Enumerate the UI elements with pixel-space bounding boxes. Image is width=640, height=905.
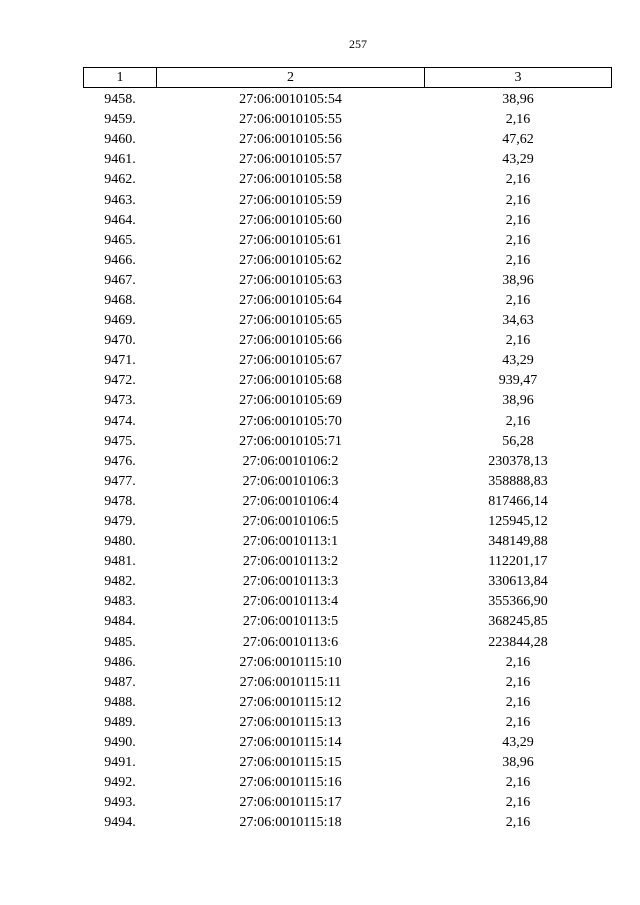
cadastral-number-cell: 27:06:0010113:5 (242, 614, 339, 630)
cadastral-number-cell: 27:06:0010113:2 (242, 554, 339, 570)
value-cell: 817466,14 (488, 493, 548, 509)
cadastral-number-cell: 27:06:0010105:67 (239, 353, 342, 369)
value-cell: 2,16 (505, 815, 531, 831)
table-row (84, 170, 612, 190)
table-row (84, 452, 612, 472)
table-row (84, 592, 612, 612)
table-row (84, 472, 612, 492)
value-cell: 230378,13 (488, 453, 548, 469)
table-row (84, 271, 612, 291)
table-row (84, 653, 612, 673)
value-cell: 125945,12 (488, 514, 548, 530)
value-cell: 38,96 (502, 92, 534, 108)
cadastral-number-cell: 27:06:0010115:16 (239, 775, 342, 791)
row-number-cell: 9459. (104, 112, 136, 128)
value-cell: 2,16 (505, 192, 531, 208)
cadastral-number-cell: 27:06:0010115:10 (239, 654, 342, 670)
table-row (84, 733, 612, 753)
value-cell: 43,29 (502, 353, 534, 369)
value-cell: 56,28 (502, 433, 534, 449)
table-row (84, 773, 612, 793)
cadastral-number-cell: 27:06:0010105:59 (239, 192, 342, 208)
value-cell: 2,16 (505, 172, 531, 188)
cadastral-number-cell: 27:06:0010105:57 (239, 152, 342, 168)
cadastral-number-cell: 27:06:0010113:4 (242, 594, 339, 610)
cadastral-number-cell: 27:06:0010115:13 (239, 714, 342, 730)
row-number-cell: 9489. (104, 714, 136, 730)
row-number-cell: 9481. (104, 554, 136, 570)
value-cell: 2,16 (505, 252, 531, 268)
value-cell: 2,16 (505, 775, 531, 791)
value-cell: 43,29 (502, 735, 534, 751)
value-cell: 348149,88 (488, 534, 548, 550)
table-row (84, 371, 612, 391)
table-header (84, 68, 612, 88)
value-cell: 223844,28 (488, 634, 548, 650)
value-cell: 2,16 (505, 674, 531, 690)
value-cell: 2,16 (505, 714, 531, 730)
row-number-cell: 9484. (104, 614, 136, 630)
row-number-cell: 9477. (104, 473, 136, 489)
value-cell: 330613,84 (488, 574, 548, 590)
cadastral-number-cell: 27:06:0010115:12 (239, 694, 342, 710)
table-row (84, 190, 612, 210)
row-number-cell: 9464. (104, 212, 136, 228)
table-row (84, 211, 612, 231)
row-number-cell: 9470. (104, 333, 136, 349)
cadastral-number-cell: 27:06:0010113:1 (242, 534, 339, 550)
table-row (84, 492, 612, 512)
table-body (84, 88, 612, 834)
cadastral-number-cell: 27:06:0010105:56 (239, 132, 342, 148)
value-cell: 112201,17 (488, 554, 548, 570)
table-row (84, 813, 612, 833)
table-row (84, 612, 612, 632)
row-number-cell: 9491. (104, 755, 136, 771)
row-number-cell: 9476. (104, 453, 136, 469)
value-cell: 939,47 (498, 373, 538, 389)
column-header-3: 3 (425, 68, 612, 88)
column-header-2: 2 (157, 68, 425, 88)
table-row (84, 673, 612, 693)
table-row (84, 793, 612, 813)
row-number-cell: 9490. (104, 735, 136, 751)
row-number-cell: 9475. (104, 433, 136, 449)
value-cell: 2,16 (505, 694, 531, 710)
cadastral-number-cell: 27:06:0010115:15 (239, 755, 342, 771)
table-row (84, 753, 612, 773)
row-number-cell: 9462. (104, 172, 136, 188)
cadastral-number-cell: 27:06:0010105:55 (239, 112, 342, 128)
value-cell: 2,16 (505, 232, 531, 248)
cadastral-number-cell: 27:06:0010106:2 (242, 453, 339, 469)
cadastral-number-cell: 27:06:0010105:63 (239, 272, 342, 288)
value-cell: 2,16 (505, 212, 531, 228)
row-number-cell: 9472. (104, 373, 136, 389)
cadastral-number-cell: 27:06:0010106:3 (242, 473, 339, 489)
table-row (84, 412, 612, 432)
table-row (84, 391, 612, 411)
row-number-cell: 9468. (104, 292, 136, 308)
cadastral-number-cell: 27:06:0010115:18 (239, 815, 342, 831)
value-cell: 34,63 (502, 313, 534, 329)
table-row (84, 331, 612, 351)
data-table (83, 67, 612, 833)
cadastral-number-cell: 27:06:0010115:11 (239, 674, 342, 690)
row-number-cell: 9469. (104, 313, 136, 329)
table-row (84, 351, 612, 371)
value-cell: 38,96 (502, 272, 534, 288)
row-number-cell: 9465. (104, 232, 136, 248)
cadastral-number-cell: 27:06:0010105:54 (239, 92, 342, 108)
cadastral-number-cell: 27:06:0010105:64 (239, 292, 342, 308)
table-row (84, 150, 612, 170)
cadastral-number-cell: 27:06:0010106:4 (242, 493, 339, 509)
row-number-cell: 9473. (104, 393, 136, 409)
header-row (84, 68, 612, 88)
cadastral-number-cell: 27:06:0010113:3 (242, 574, 339, 590)
row-number-cell: 9480. (104, 534, 136, 550)
row-number-cell: 9486. (104, 654, 136, 670)
row-number-cell: 9492. (104, 775, 136, 791)
table-row (84, 532, 612, 552)
row-number-cell: 9485. (104, 634, 136, 650)
value-cell: 358888,83 (488, 473, 548, 489)
cadastral-number-cell: 27:06:0010105:60 (239, 212, 342, 228)
cadastral-number-cell: 27:06:0010105:70 (239, 413, 342, 429)
table-row (84, 311, 612, 331)
cadastral-number-cell: 27:06:0010105:68 (239, 373, 342, 389)
cadastral-number-cell: 27:06:0010105:66 (239, 333, 342, 349)
table-row (84, 432, 612, 452)
table-row (84, 231, 612, 251)
cadastral-number-cell: 27:06:0010113:6 (242, 634, 339, 650)
value-cell: 355366,90 (488, 594, 548, 610)
row-number-cell: 9458. (104, 92, 136, 108)
value-cell: 2,16 (505, 333, 531, 349)
row-number-cell: 9479. (104, 514, 136, 530)
row-number-cell: 9474. (104, 413, 136, 429)
table-row (84, 291, 612, 311)
row-number-cell: 9483. (104, 594, 136, 610)
row-number-cell: 9461. (104, 152, 136, 168)
table-row (84, 693, 612, 713)
value-cell: 43,29 (502, 152, 534, 168)
value-cell: 38,96 (502, 755, 534, 771)
cadastral-number-cell: 27:06:0010105:69 (239, 393, 342, 409)
table-row (84, 633, 612, 653)
value-cell: 2,16 (505, 795, 531, 811)
cadastral-number-cell: 27:06:0010105:71 (239, 433, 342, 449)
table-row (84, 130, 612, 150)
column-header-1: 1 (84, 68, 157, 88)
row-number-cell: 9488. (104, 694, 136, 710)
row-number-cell: 9482. (104, 574, 136, 590)
table-row (84, 251, 612, 271)
value-cell: 368245,85 (488, 614, 548, 630)
row-number-cell: 9487. (104, 674, 136, 690)
value-cell: 2,16 (505, 112, 531, 128)
value-cell: 38,96 (502, 393, 534, 409)
cadastral-number-cell: 27:06:0010105:62 (239, 252, 342, 268)
row-number-cell: 9467. (104, 272, 136, 288)
row-number-cell: 9466. (104, 252, 136, 268)
table-row (84, 552, 612, 572)
table-row (84, 110, 612, 130)
cadastral-number-cell: 27:06:0010105:65 (239, 313, 342, 329)
row-number-cell: 9471. (104, 353, 136, 369)
row-number-cell: 9494. (104, 815, 136, 831)
row-number-cell: 9463. (104, 192, 136, 208)
table-row (84, 512, 612, 532)
table-row (84, 713, 612, 733)
table-row (84, 88, 612, 111)
page-number: 257 (349, 37, 367, 51)
cadastral-number-cell: 27:06:0010115:17 (239, 795, 342, 811)
value-cell: 2,16 (505, 292, 531, 308)
row-number-cell: 9460. (104, 132, 136, 148)
row-number-cell: 9478. (104, 493, 136, 509)
row-number-cell: 9493. (104, 795, 136, 811)
value-cell: 2,16 (505, 654, 531, 670)
value-cell: 47,62 (502, 132, 534, 148)
cadastral-number-cell: 27:06:0010115:14 (239, 735, 342, 751)
cadastral-number-cell: 27:06:0010106:5 (242, 514, 339, 530)
table-row (84, 572, 612, 592)
cadastral-number-cell: 27:06:0010105:61 (239, 232, 342, 248)
value-cell: 2,16 (505, 413, 531, 429)
cadastral-number-cell: 27:06:0010105:58 (239, 172, 342, 188)
